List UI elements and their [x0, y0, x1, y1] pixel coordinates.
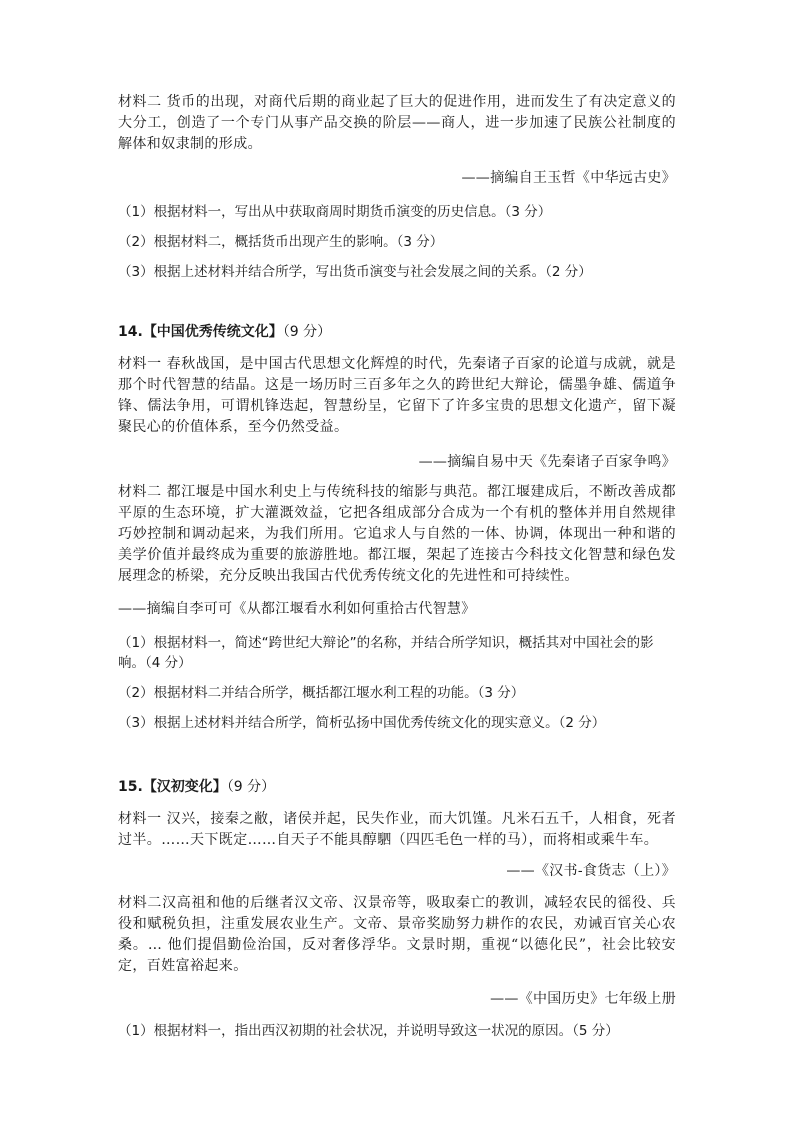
- source-citation: ——摘编自易中天《先秦诸子百家争鸣》: [418, 454, 676, 470]
- question-item: （3）根据上述材料并结合所学，写出货币演变与社会发展之间的关系。（2 分）: [118, 264, 592, 280]
- source-citation: ——摘编自李可可《从都江堰看水利如何重拾古代智慧》: [118, 601, 476, 617]
- question-item: （1）根据材料一，写出从中获取商周时期货币演变的历史信息。（3 分）: [118, 204, 552, 220]
- question-item: （2）根据材料二，概括货币出现产生的影响。（3 分）: [118, 234, 444, 250]
- question-item: （3）根据上述材料并结合所学，简析弘扬中国优秀传统文化的现实意义。（2 分）: [118, 715, 606, 731]
- q14-material-1: 材料一 春秋战国，是中国古代思想文化辉煌的时代，先秦诸子百家的论道与成就，就是那个时代智慧的结晶。这是一场历时三百多年之久的跨世纪大辩论，儒墨争雄、儒道争锋、儒法争用，可谓机锋迭起，智慧纷呈，它留下了许多宝贵的思想文化遗产，留下凝聚民心的价值体系，至今仍然受益。: [118, 356, 676, 435]
- page-content: [118, 92, 676, 1041]
- material-2-currency: 材料二 货币的出现，对商代后期的商业起了巨大的促进作用，进而发生了有决定意义的大分工，创造了一个专门从事产品交换的阶层——商人，进一步加速了民族公社制度的解体和奴隶制的形成。: [118, 94, 676, 152]
- question-14-heading: [118, 322, 676, 342]
- question-item: （1）根据材料一，指出西汉初期的社会状况，并说明导致这一状况的原因。（5 分）: [118, 1023, 619, 1039]
- source-citation: ——《中国历史》七年级上册: [490, 991, 676, 1007]
- question-number: 14.: [118, 324, 143, 340]
- question-number: 15.: [118, 779, 143, 795]
- question-item: （1）根据材料一，简述“跨世纪大辩论”的名称，并结合所学知识，概括其对中国社会的影响。（4 分）: [118, 635, 654, 671]
- question-15-heading: [118, 777, 676, 797]
- source-citation: ——摘编自王玉哲《中华远古史》: [461, 170, 676, 186]
- q14-material-2: 材料二 都江堰是中国水利史上与传统科技的缩影与典范。都江堰建成后，不断改善成都平原的生态环境，扩大灌溉效益，它把各组成部分合成为一个有机的整体并用自然规律巧妙控制和调动起来，为我们所用。它追求人与自然的一体、协调，体现出一种和谐的美学价值并最终成为重要的旅游胜地。都江堰，架起了连接古今科技文化智慧和绿色发展理念的桥梁，充分反映出我国古代优秀传统文化的先进性和可持续性。: [118, 484, 676, 584]
- question-title: 【中国优秀传统文化】: [142, 324, 283, 340]
- question-score: （9 分）: [226, 779, 276, 795]
- question-score: （9 分）: [282, 324, 332, 340]
- source-citation: ——《汉书-食货志（上）》: [506, 863, 676, 879]
- q15-material-1: 材料一 汉兴，接秦之敝，诸侯并起，民失作业，而大饥馑。凡米石五千，人相食，死者过半。……天下既定……自天子不能具醇駟（四匹毛色一样的马），而将相或乘牛车。: [118, 811, 676, 848]
- question-title: 【汉初变化】: [142, 779, 227, 795]
- question-item: （2）根据材料二并结合所学，概括都江堰水利工程的功能。（3 分）: [118, 685, 525, 701]
- q15-material-2: 材料二汉高祖和他的后继者汉文帝、汉景帝等，吸取秦亡的教训，减轻农民的徭役、兵役和赋税负担，注重发展农业生产。文帝、景帝奖励努力耕作的农民，劝诫百官关心农桑。… 他们提倡勤俭治国，反对奢侈浮华。文景时期，重视“以德化民”，社会比较安定，百姓富裕起来。: [118, 895, 676, 974]
